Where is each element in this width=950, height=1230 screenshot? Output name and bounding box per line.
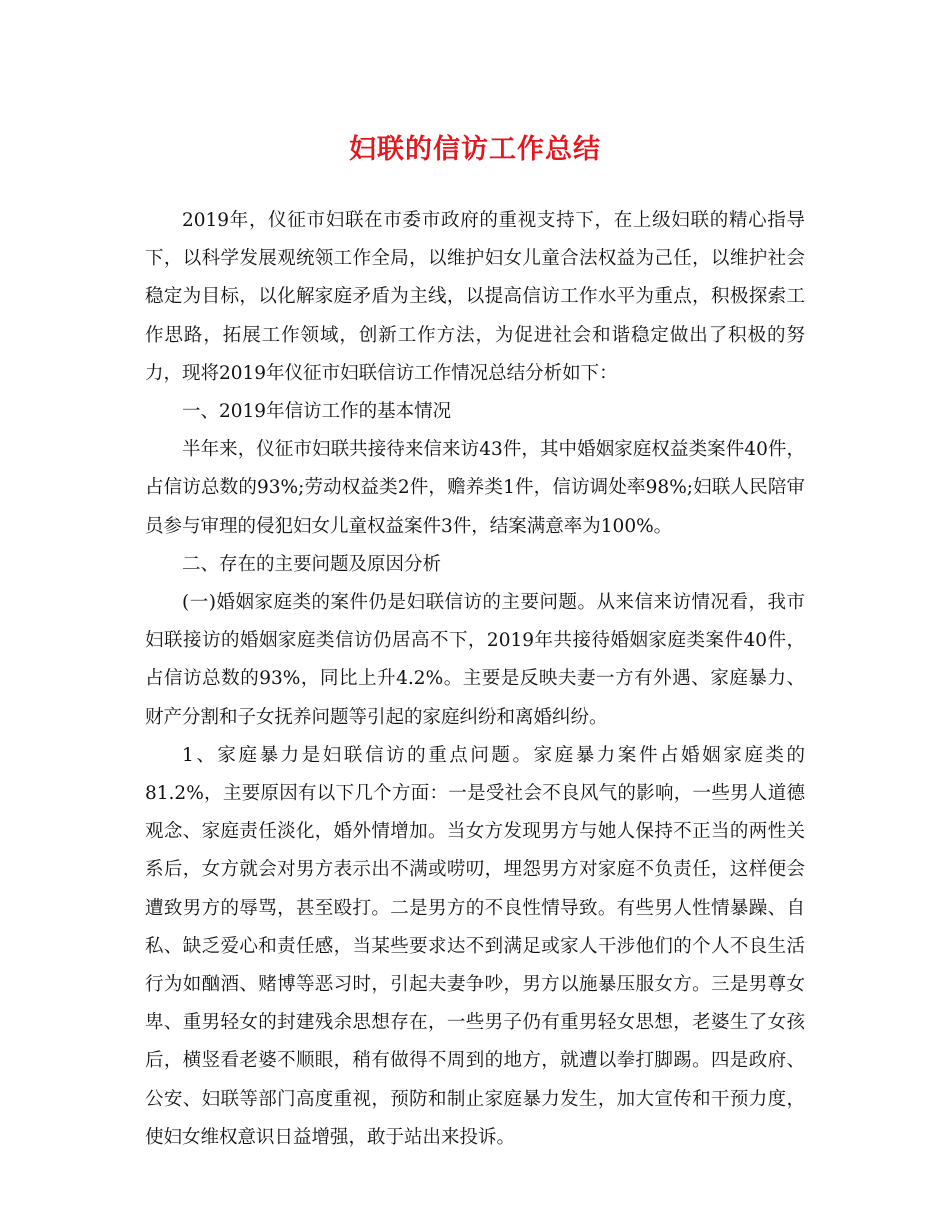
paragraph-intro: 2019年，仪征市妇联在市委市政府的重视支持下，在上级妇联的精心指导下，以科学发展观统领工作全局，以维护妇女儿童合法权益为己任，以维护社会稳定为目标，以化解家庭矛盾为主线，以提高信访工作水平为重点，积极探索工作思路，拓展工作领域，创新工作方法，为促进社会和谐稳定做出了积极的努力，现将2019年仪征市妇联信访工作情况总结分析如下： xyxy=(145,210,805,384)
section-heading-basic-situation: 一、2019年信访工作的基本情况 xyxy=(182,401,452,423)
paragraph-marriage-family-cases: (一)婚姻家庭类的案件仍是妇联信访的主要问题。从来信来访情况看，我市妇联接访的婚姻家庭类信访仍居高不下，2019年共接待婚姻家庭类案件40件，占信访总数的93%，同比上升4.2%。主要是反映夫妻一方有外遇、家庭暴力、财产分割和子女抚养问题等引起的家庭纠纷和离婚纠纷。 xyxy=(145,592,805,728)
document-title: 妇联的信访工作总结 xyxy=(349,134,601,165)
paragraph-domestic-violence: 1、家庭暴力是妇联信访的重点问题。家庭暴力案件占婚姻家庭类的81.2%，主要原因有以下几个方面：一是受社会不良风气的影响，一些男人道德观念、家庭责任淡化，婚外情增加。当女方发现男方与她人保持不正当的两性关系后，女方就会对男方表示出不满或唠叨，埋怨男方对家庭不负责任，这样便会遭致男方的辱骂，甚至殴打。二是男方的不良性情导致。有些男人性情暴躁、自私、缺乏爱心和责任感，当某些要求达不到满足或家人干涉他们的个人不良生活行为如酗酒、赌博等恶习时，引起夫妻争吵，男方以施暴压服女方。三是男尊女卑、重男轻女的封建残余思想存在，一些男子仍有重男轻女思想，老婆生了女孩后，横竖看老婆不顺眼，稍有做得不周到的地方，就遭以拳打脚踢。四是政府、公安、妇联等部门高度重视，预防和制止家庭暴力发生，加大宣传和干预力度，使妇女维权意识日益增强，敢于站出来投诉。 xyxy=(145,744,805,1148)
section-heading-problems: 二、存在的主要问题及原因分析 xyxy=(182,553,442,575)
paragraph-basic-situation: 半年来，仪征市妇联共接待来信来访43件，其中婚姻家庭权益类案件40件，占信访总数的93%;劳动权益类2件，赡养类1件，信访调处率98%;妇联人民陪审员参与审理的侵犯妇女儿童权益案件3件，结案满意率为100%。 xyxy=(145,439,805,537)
document-body xyxy=(145,202,805,1157)
